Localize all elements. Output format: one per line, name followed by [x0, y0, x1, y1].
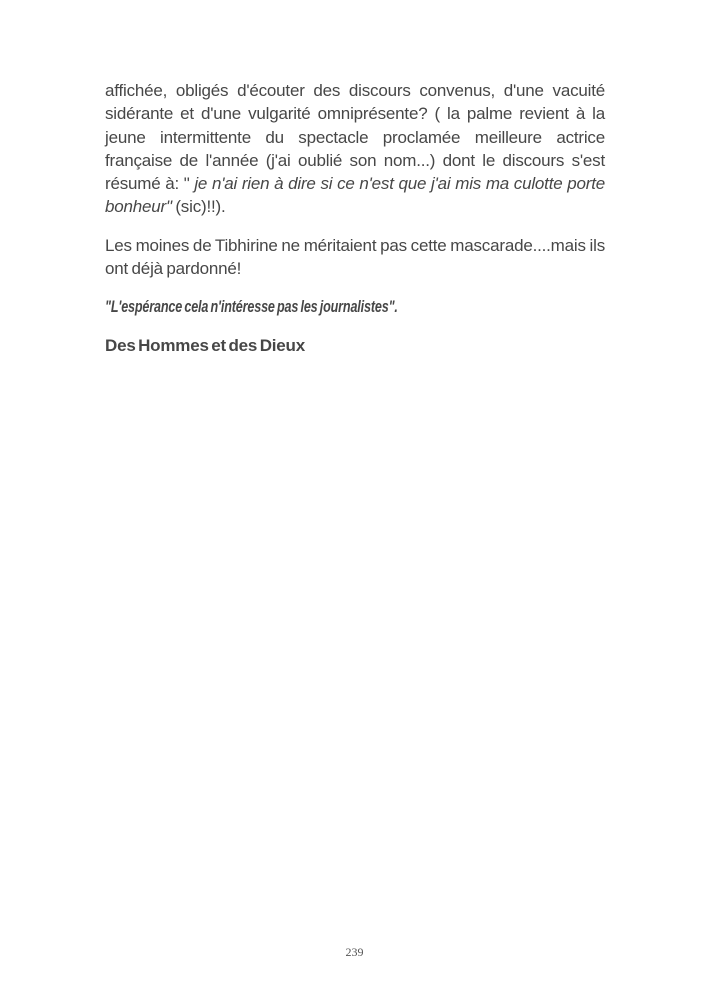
text-run: "L'espérance cela n'intéresse pas les journalistes".	[105, 297, 398, 317]
text-run: (sic)!!).	[171, 197, 226, 217]
page-number: 239	[345, 945, 364, 959]
text-run: Des Hommes et des Dieux	[105, 335, 305, 355]
text-run: Les moines de Tibhirine ne méritaient pas cette mascarade....mais ils ont déjà pardonné!	[105, 235, 605, 279]
paragraph-monks	[105, 234, 605, 281]
text-block	[105, 79, 605, 372]
text-run: affichée, obligés d'écouter des discours convenus, d'une vacuité sidérante et d'une vulgarité omniprésente? ( la palme revient à la jeune intermittente du spectacle proclamée meilleure actrice française de l'année (j'ai oublié son nom...) dont le discours s'est résumé à: "	[105, 81, 605, 194]
paragraph-quote	[105, 295, 605, 318]
paragraph-film-title	[105, 334, 605, 357]
text-run: je n'ai rien à dire si ce n'est que j'ai mis ma culotte porte bonheur"	[105, 174, 605, 217]
paragraph-ceremony	[105, 79, 605, 219]
page-footer	[0, 943, 709, 961]
